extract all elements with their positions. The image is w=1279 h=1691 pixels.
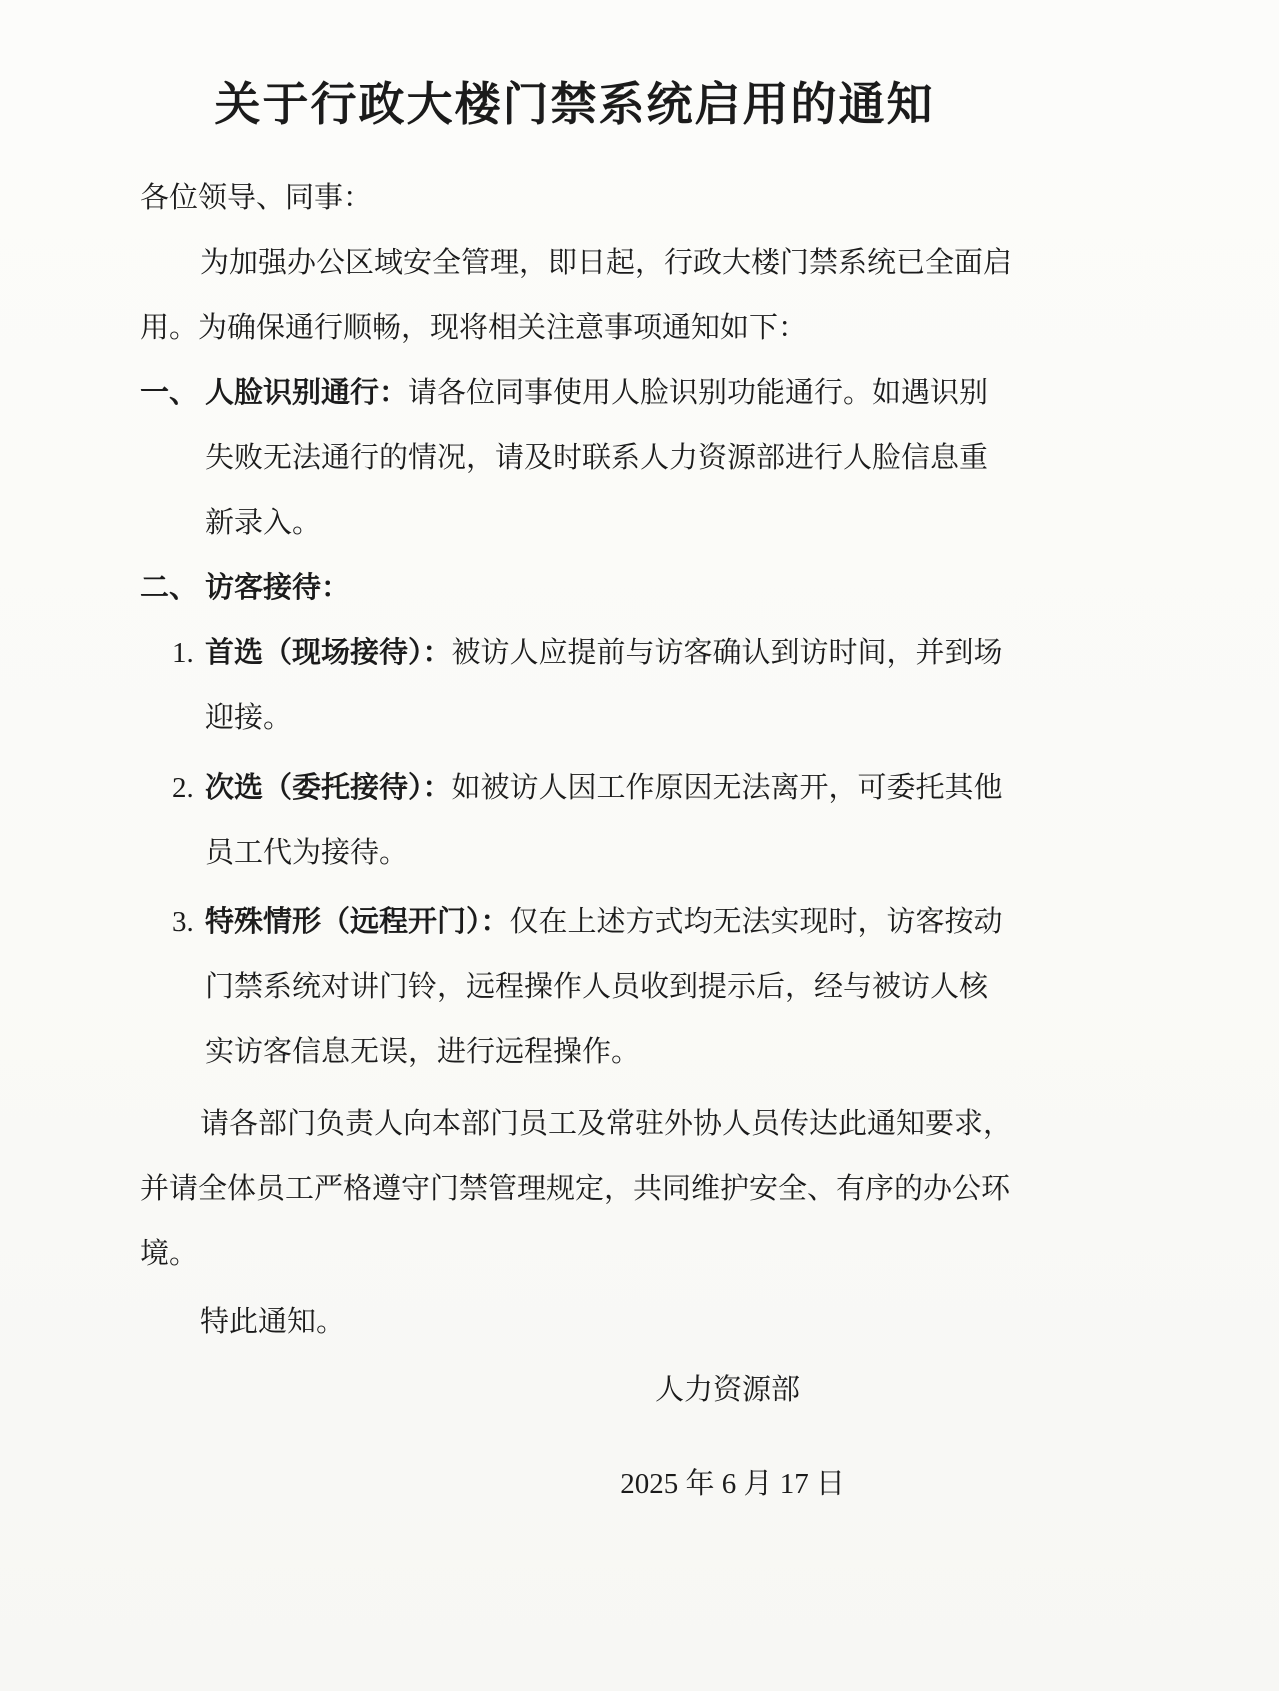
section-1-marker: 一、: [140, 377, 199, 409]
item-1-line-1: [140, 621, 1139, 686]
signature-date: 2025 年 6 月 17 日: [620, 1468, 845, 1500]
section-2-heading: 访客接待：: [205, 572, 351, 604]
item-3-line-2: 门禁系统对讲门铃，远程操作人员收到提示后，经与被访人核: [205, 971, 989, 1003]
item-1-number: 1.: [172, 637, 194, 669]
closing-line-3: 境。: [140, 1238, 199, 1270]
item-3-heading: 特殊情形（远程开门）：: [205, 906, 510, 938]
item-1-line-2: 迎接。: [205, 702, 293, 734]
closing-line-1: 请各部门负责人向本部门员工及常驻外协人员传达此通知要求，: [200, 1108, 1013, 1140]
item-2-number: 2.: [172, 772, 194, 804]
item-2-text: 如被访人因工作原因无法离开，可委托其他: [451, 772, 1003, 804]
item-3-text: 仅在上述方式均无法实现时，访客按动: [509, 906, 1003, 938]
item-2-heading: 次选（委托接待）：: [205, 772, 452, 804]
item-2-line-1: [140, 756, 1139, 821]
item-1-text: 被访人应提前与访客确认到访时间，并到场: [451, 637, 1003, 669]
item-1-heading: 首选（现场接待）：: [205, 637, 452, 669]
closing-line-2: 并请全体员工严格遵守门禁管理规定，共同维护安全、有序的办公环: [140, 1173, 1011, 1205]
item-3-number: 3.: [172, 906, 194, 938]
section-1-line-1: [140, 361, 1139, 426]
intro-line-1: 为加强办公区域安全管理，即日起，行政大楼门禁系统已全面启: [200, 247, 1013, 279]
intro-line-2: 用。为确保通行顺畅，现将相关注意事项通知如下：: [140, 312, 808, 344]
notice-body: [0, 166, 1279, 1517]
section-1-line-3: 新录入。: [205, 507, 322, 539]
section-1-text: 请各位同事使用人脸识别功能通行。如遇识别: [408, 377, 989, 409]
item-2-line-2: 员工代为接待。: [205, 837, 409, 869]
item-3-line-3: 实访客信息无误，进行远程操作。: [205, 1036, 641, 1068]
notice-title: 关于行政大楼门禁系统启用的通知: [214, 79, 935, 130]
section-2-line-1: [140, 556, 1139, 621]
section-1-heading: 人脸识别通行：: [205, 377, 409, 409]
section-2-marker: 二、: [140, 572, 199, 604]
salutation: 各位领导、同事：: [140, 182, 373, 214]
signature-department: 人力资源部: [654, 1374, 800, 1406]
item-3-line-1: [140, 890, 1139, 955]
section-1-line-2: 失败无法通行的情况，请及时联系人力资源部进行人脸信息重: [205, 442, 989, 474]
sign-off: 特此通知。: [200, 1306, 346, 1338]
